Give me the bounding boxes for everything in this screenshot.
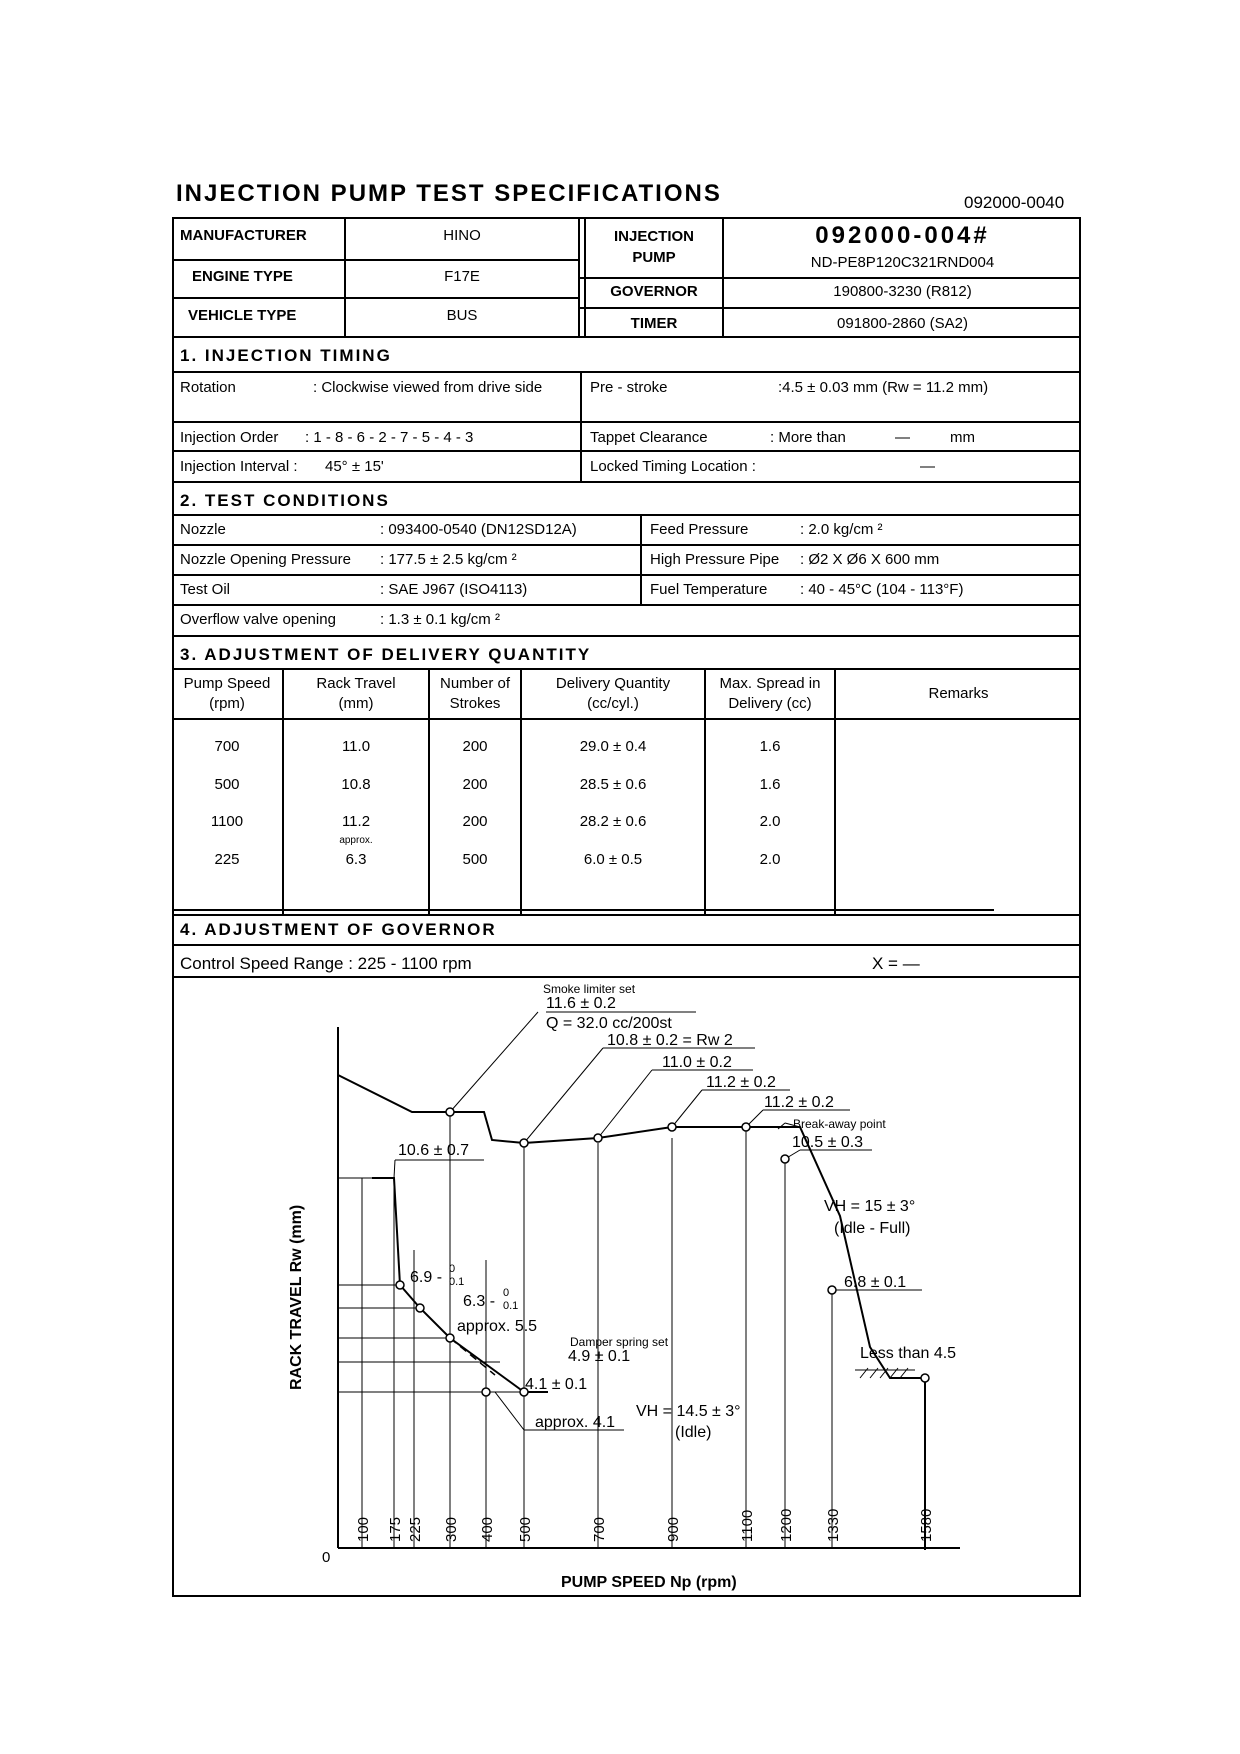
fuel-temperature-label: Fuel Temperature — [650, 581, 768, 598]
col-rack-travel: Rack Travel — [316, 675, 396, 692]
annot-6-9-tol-top: 0 — [449, 1263, 456, 1275]
leader-line — [450, 1012, 538, 1112]
pump-model: ND-PE8P120C321RND004 — [810, 254, 995, 271]
test-oil-label: Test Oil — [180, 581, 231, 598]
overflow-valve-label: Overflow valve opening — [180, 611, 336, 628]
chart-point — [416, 1304, 424, 1312]
injection-interval-value: 45° ± 15' — [325, 458, 384, 475]
row-spread: 2.0 — [759, 813, 781, 830]
col-delivery-quantity: Delivery Quantity — [555, 675, 671, 692]
row-rack-approx: approx. — [339, 835, 373, 846]
chart-point — [446, 1108, 454, 1116]
annot-11-0: 11.0 ± 0.2 — [662, 1054, 732, 1071]
chart-point — [828, 1286, 836, 1294]
row-quantity: 6.0 ± 0.5 — [583, 851, 643, 868]
row-quantity: 28.2 ± 0.6 — [579, 813, 647, 830]
x-tick-label: 700 — [591, 1516, 608, 1542]
row-spread: 1.6 — [759, 738, 781, 755]
section-delivery-quantity: 3. ADJUSTMENT OF DELIVERY QUANTITY — [180, 645, 592, 664]
leader-line — [672, 1090, 702, 1127]
x-tick-label: 500 — [517, 1516, 534, 1542]
chart-point — [446, 1334, 454, 1342]
section-governor-adjustment: 4. ADJUSTMENT OF GOVERNOR — [180, 920, 497, 939]
high-pressure-pipe-label: High Pressure Pipe — [650, 551, 780, 568]
x-axis-label: PUMP SPEED Np (rpm) — [561, 1574, 737, 1591]
row-strokes: 200 — [462, 738, 488, 755]
row-strokes: 200 — [462, 776, 488, 793]
annot-vh-idle: VH = 14.5 ± 3° — [636, 1403, 741, 1420]
row-spread: 2.0 — [759, 851, 781, 868]
chart-origin-label: 0 — [322, 1549, 331, 1566]
governor-value: 190800-3230 (R812) — [833, 283, 972, 300]
x-tick-label: 100 — [355, 1516, 372, 1542]
feed-pressure-value: : 2.0 kg/cm ² — [800, 521, 883, 538]
document-number: 092000-0040 — [964, 193, 1065, 212]
manufacturer-label: MANUFACTURER — [180, 227, 307, 244]
chart-point — [781, 1155, 789, 1163]
col-max-spread: Max. Spread in — [719, 675, 821, 692]
row-speed: 225 — [214, 851, 240, 868]
locked-timing-label: Locked Timing Location : — [590, 458, 756, 475]
manufacturer-value: HINO — [443, 227, 481, 244]
chart-point — [396, 1281, 404, 1289]
nozzle-opening-pressure-value: : 177.5 ± 2.5 kg/cm ² — [380, 551, 517, 568]
feed-pressure-label: Feed Pressure — [650, 521, 749, 538]
annot-11-2-a: 11.2 ± 0.2 — [706, 1074, 776, 1091]
section-test-conditions: 2. TEST CONDITIONS — [180, 491, 390, 510]
chart-point — [921, 1374, 929, 1382]
overflow-valve-value: : 1.3 ± 0.1 kg/cm ² — [380, 611, 500, 628]
x-tick-label: 1100 — [739, 1509, 756, 1542]
row-rack: 6.3 — [345, 851, 367, 868]
timer-label: TIMER — [630, 315, 678, 332]
row-rack: 11.0 — [341, 738, 371, 755]
nozzle-label: Nozzle — [180, 521, 226, 538]
annot-vh-full-2: (Idle - Full) — [834, 1220, 911, 1237]
nozzle-value: : 093400-0540 (DN12SD12A) — [380, 521, 577, 538]
row-speed: 1100 — [210, 813, 244, 830]
annot-10-5: 10.5 ± 0.3 — [792, 1134, 864, 1151]
chart-point — [482, 1388, 490, 1396]
col-strokes-2: Strokes — [449, 695, 501, 712]
annot-smoke-value: 11.6 ± 0.2 — [546, 995, 616, 1012]
row-spread: 1.6 — [759, 776, 781, 793]
row-quantity: 28.5 ± 0.6 — [579, 776, 647, 793]
page-title: INJECTION PUMP TEST SPECIFICATIONS — [176, 180, 722, 207]
vehicle-type-label: VEHICLE TYPE — [188, 307, 297, 324]
leader-line — [394, 1160, 395, 1178]
engine-type-label: ENGINE TYPE — [192, 268, 293, 285]
tappet-number: — — [895, 429, 910, 446]
rotation-label: Rotation — [180, 379, 236, 396]
x-value: X = — — [872, 954, 920, 973]
leader-line — [495, 1392, 524, 1430]
annot-vh-full: VH = 15 ± 3° — [824, 1198, 916, 1215]
injection-interval-label: Injection Interval : — [180, 458, 298, 475]
injection-order-label: Injection Order — [180, 429, 279, 446]
row-speed: 700 — [214, 738, 240, 755]
rotation-value: : Clockwise viewed from drive side — [313, 379, 543, 396]
annot-4-9: 4.9 ± 0.1 — [568, 1348, 631, 1365]
tappet-label: Tappet Clearance — [590, 429, 708, 446]
chart-point — [668, 1123, 676, 1131]
x-tick-label: 400 — [479, 1516, 496, 1542]
leader-line — [524, 1048, 603, 1143]
prestroke-label: Pre - stroke — [590, 379, 668, 396]
injection-order-value: : 1 - 8 - 6 - 2 - 7 - 5 - 4 - 3 — [305, 429, 474, 446]
annot-11-2-b: 11.2 ± 0.2 — [764, 1094, 834, 1111]
row-speed: 500 — [214, 776, 240, 793]
annot-vh-idle-2: (Idle) — [675, 1424, 712, 1441]
governor-label: GOVERNOR — [610, 283, 698, 300]
annot-10-6: 10.6 ± 0.7 — [398, 1142, 470, 1159]
locked-timing-value: — — [920, 458, 935, 475]
chart-point — [594, 1134, 602, 1142]
annot-6-3-tol-bot: 0.1 — [503, 1300, 519, 1312]
annot-6-9-tol-bot: 0.1 — [449, 1276, 465, 1288]
annot-smoke-title: Smoke limiter set — [543, 982, 636, 996]
x-tick-label: 175 — [387, 1516, 404, 1542]
x-tick-label: 300 — [443, 1516, 460, 1542]
leader-line — [598, 1070, 652, 1138]
engine-type-value: F17E — [444, 268, 480, 285]
section-injection-timing: 1. INJECTION TIMING — [180, 346, 392, 365]
col-rack-travel-unit: (mm) — [338, 695, 374, 712]
y-axis-label: RACK TRAVEL Rw (mm) — [288, 1204, 305, 1390]
row-strokes: 500 — [462, 851, 488, 868]
col-pump-speed: Pump Speed — [183, 675, 271, 692]
annot-6-9: 6.9 - — [410, 1269, 443, 1286]
annot-4-1: 4.1 ± 0.1 — [525, 1376, 588, 1393]
annot-less-4-5: Less than 4.5 — [860, 1345, 957, 1362]
row-quantity: 29.0 ± 0.4 — [579, 738, 647, 755]
pump-number: 092000-004# — [815, 222, 990, 249]
nozzle-opening-pressure-label: Nozzle Opening Pressure — [180, 551, 351, 568]
annot-approx-5-5: approx. 5.5 — [457, 1318, 538, 1335]
control-speed-range: Control Speed Range : 225 - 1100 rpm — [180, 954, 472, 973]
test-oil-value: : SAE J967 (ISO4113) — [380, 581, 528, 598]
col-max-spread-unit: Delivery (cc) — [728, 695, 812, 712]
annot-approx-4-1: approx. 4.1 — [535, 1414, 616, 1431]
annot-6-8: 6.8 ± 0.1 — [844, 1274, 907, 1291]
x-tick-label: 1580 — [918, 1508, 935, 1542]
x-tick-label: 1330 — [825, 1508, 842, 1542]
col-remarks: Remarks — [928, 685, 989, 702]
row-rack: 10.8 — [341, 776, 371, 793]
vehicle-type-value: BUS — [446, 307, 478, 324]
annot-breakaway: Break-away point — [793, 1117, 886, 1131]
annot-damper-title: Damper spring set — [570, 1335, 669, 1349]
annot-10-8: 10.8 ± 0.2 = Rw 2 — [607, 1032, 733, 1049]
x-tick-label: 225 — [407, 1516, 424, 1542]
row-strokes: 200 — [462, 813, 488, 830]
col-strokes: Number of — [439, 675, 511, 692]
annot-smoke-q: Q = 32.0 cc/200st — [546, 1015, 672, 1032]
high-pressure-pipe-value: : Ø2 X Ø6 X 600 mm — [800, 551, 940, 568]
timer-value: 091800-2860 (SA2) — [837, 315, 968, 332]
tappet-unit: mm — [950, 429, 975, 446]
x-tick-label: 900 — [665, 1516, 682, 1542]
x-tick-label: 1200 — [778, 1508, 795, 1542]
fuel-temperature-value: : 40 - 45°C (104 - 113°F) — [800, 581, 964, 598]
injection-pump-label: INJECTION — [613, 228, 694, 245]
row-rack: 11.2 — [341, 813, 371, 830]
chart-point — [742, 1123, 750, 1131]
col-pump-speed-unit: (rpm) — [209, 695, 245, 712]
annot-6-3-tol-top: 0 — [503, 1287, 510, 1299]
prestroke-value: :4.5 ± 0.03 mm (Rw = 11.2 mm) — [778, 379, 989, 396]
col-delivery-quantity-unit: (cc/cyl.) — [587, 695, 639, 712]
tappet-value: : More than — [770, 429, 846, 446]
annot-6-3: 6.3 - — [463, 1293, 496, 1310]
injection-pump-label-2: PUMP — [632, 249, 676, 266]
chart-point — [520, 1139, 528, 1147]
